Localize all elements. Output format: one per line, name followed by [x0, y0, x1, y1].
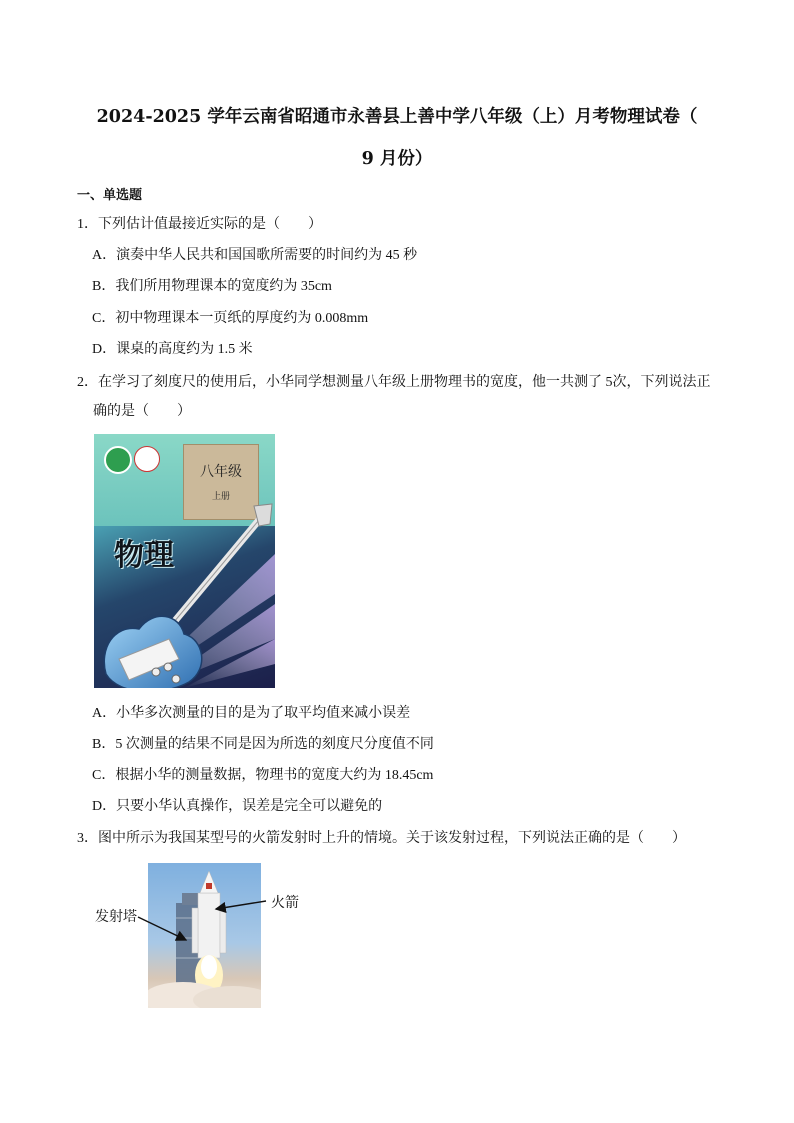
title-line-2: 9 月份） [361, 149, 433, 169]
question-number: 2． [77, 375, 98, 390]
title-line-1: 2024-2025 学年云南省昭通市永善县上善中学八年级（上）月考物理试卷（ [96, 107, 698, 127]
question-1 [77, 210, 322, 239]
section-heading: 一、单选题 [77, 188, 143, 203]
label-launch-tower: 发射塔 [95, 909, 137, 925]
question-text: 图中所示为我国某型号的火箭发射时上升的情境。关于该发射过程，下列说法正确的是（ ） [98, 831, 686, 846]
option-2c: C．根据小华的测量数据，物理书的宽度大约为 18.45cm [92, 768, 434, 783]
option-2b: B．5 次测量的结果不同是因为所选的刻度尺分度值不同 [92, 737, 434, 752]
cover-subject-title: 物理 [114, 538, 174, 573]
question-number: 3． [77, 831, 98, 846]
rocket-launch-photo [148, 863, 261, 1008]
option-1a: A．演奏中华人民共和国国歌所需要的时间约为 45 秒 [92, 248, 418, 263]
question-text-line-2: 确的是（ ） [93, 404, 191, 419]
cover-grade: 八年级 [200, 464, 242, 480]
option-2a: A．小华多次测量的目的是为了取平均值来减小误差 [92, 706, 411, 721]
rocket-launch-illustration [148, 863, 261, 1008]
option-2d: D．只要小华认真操作，误差是完全可以避免的 [92, 799, 383, 814]
question-2 [77, 368, 717, 426]
label-rocket: 火箭 [271, 895, 299, 911]
option-1d: D．课桌的高度约为 1.5 米 [92, 342, 253, 357]
physics-textbook-cover-image [94, 434, 275, 688]
question-text-line-1: 在学习了刻度尺的使用后，小华同学想测量八年级上册物理书的宽度，他一共测了 5次，下列说法正 [98, 375, 711, 390]
option-1c: C．初中物理课本一页纸的厚度约为 0.008mm [92, 311, 369, 326]
page-title [60, 96, 734, 180]
question-number: 1． [77, 217, 98, 232]
question-3 [77, 824, 686, 853]
question-text: 下列估计值最接近实际的是（ ） [98, 217, 322, 232]
option-1b: B．我们所用物理课本的宽度约为 35cm [92, 279, 332, 294]
cover-volume: 上册 [211, 492, 230, 502]
